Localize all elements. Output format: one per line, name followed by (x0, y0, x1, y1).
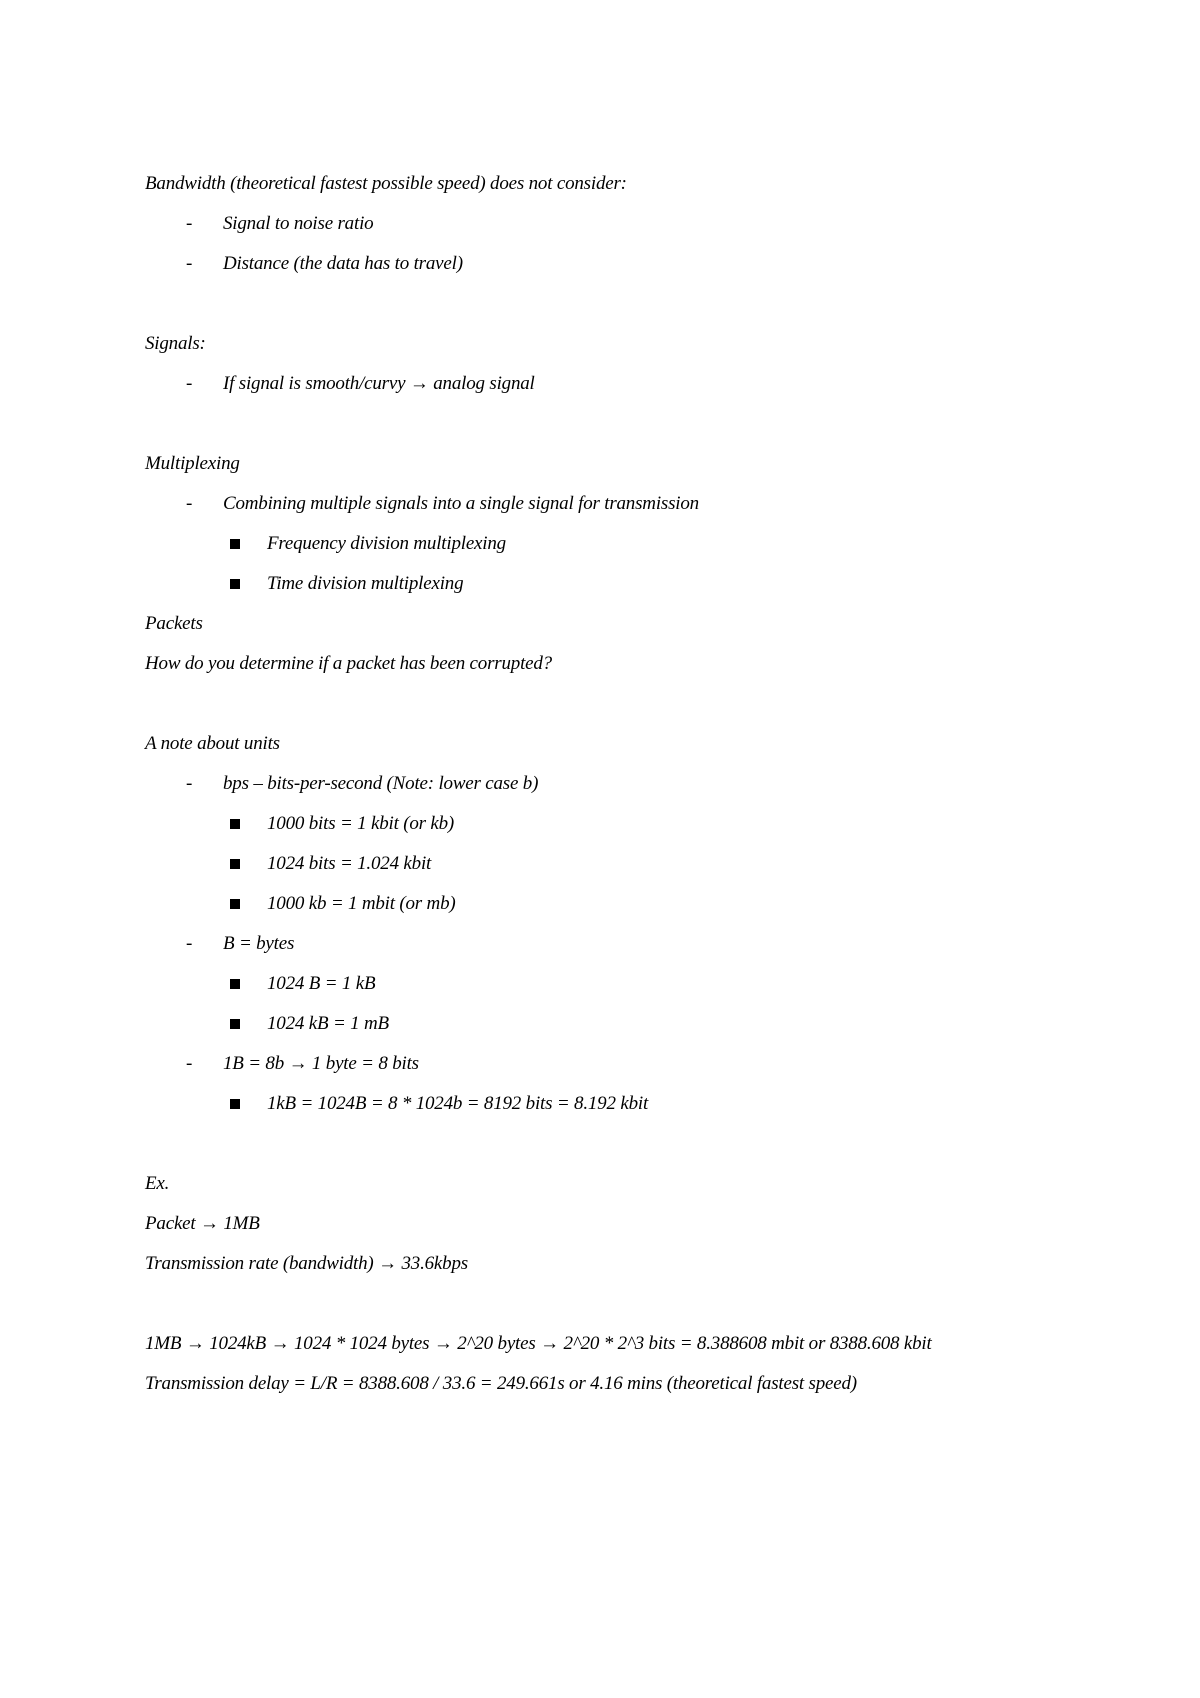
example-rate: Transmission rate (bandwidth) → 33.6kbps (145, 1253, 468, 1274)
units-conversion-subitem: 1kB = 1024B = 8 * 1024b = 8192 bits = 8.192 kbit (267, 1093, 649, 1114)
units-bps-item: bps – bits-per-second (Note: lower case b) (223, 773, 539, 794)
list-dash: - (186, 933, 193, 954)
bandwidth-item: Distance (the data has to travel) (223, 253, 463, 274)
packets-question: How do you determine if a packet has been corrupted? (145, 653, 552, 674)
packets-heading: Packets (145, 613, 203, 634)
list-dash: - (186, 373, 193, 394)
square-bullet-icon (230, 979, 240, 989)
square-bullet-icon (230, 1019, 240, 1029)
list-dash: - (186, 493, 193, 514)
units-bps-subitem: 1000 kb = 1 mbit (or mb) (267, 893, 456, 914)
list-dash: - (186, 773, 193, 794)
example-calculation: 1MB → 1024kB → 1024 * 1024 bytes → 2^20 bytes → 2^20 * 2^3 bits = 8.388608 mbit or 8388.608 kbit (145, 1333, 932, 1354)
units-bps-subitem: 1000 bits = 1 kbit (or kb) (267, 813, 455, 834)
square-bullet-icon (230, 819, 240, 829)
square-bullet-icon (230, 1099, 240, 1109)
units-bytes-subitem: 1024 kB = 1 mB (267, 1013, 389, 1034)
multiplexing-heading: Multiplexing (145, 453, 240, 474)
units-bytes-item: B = bytes (223, 933, 295, 954)
example-delay: Transmission delay = L/R = 8388.608 / 33.6 = 249.661s or 4.16 mins (theoretical fastest speed) (145, 1373, 857, 1394)
units-bps-subitem: 1024 bits = 1.024 kbit (267, 853, 432, 874)
list-dash: - (186, 213, 193, 234)
list-dash: - (186, 1053, 193, 1074)
multiplexing-subitem: Time division multiplexing (267, 573, 464, 594)
signals-item: If signal is smooth/curvy → analog signal (223, 373, 535, 394)
example-heading: Ex. (145, 1173, 170, 1194)
multiplexing-subitem: Frequency division multiplexing (267, 533, 506, 554)
square-bullet-icon (230, 859, 240, 869)
example-packet: Packet → 1MB (145, 1213, 260, 1234)
multiplexing-item: Combining multiple signals into a single signal for transmission (223, 493, 699, 514)
square-bullet-icon (230, 899, 240, 909)
signals-heading: Signals: (145, 333, 206, 354)
list-dash: - (186, 253, 193, 274)
units-heading: A note about units (145, 733, 280, 754)
bandwidth-heading: Bandwidth (theoretical fastest possible speed) does not consider: (145, 173, 627, 194)
square-bullet-icon (230, 579, 240, 589)
square-bullet-icon (230, 539, 240, 549)
bandwidth-item: Signal to noise ratio (223, 213, 374, 234)
units-bytes-subitem: 1024 B = 1 kB (267, 973, 376, 994)
units-conversion-item: 1B = 8b → 1 byte = 8 bits (223, 1053, 419, 1074)
